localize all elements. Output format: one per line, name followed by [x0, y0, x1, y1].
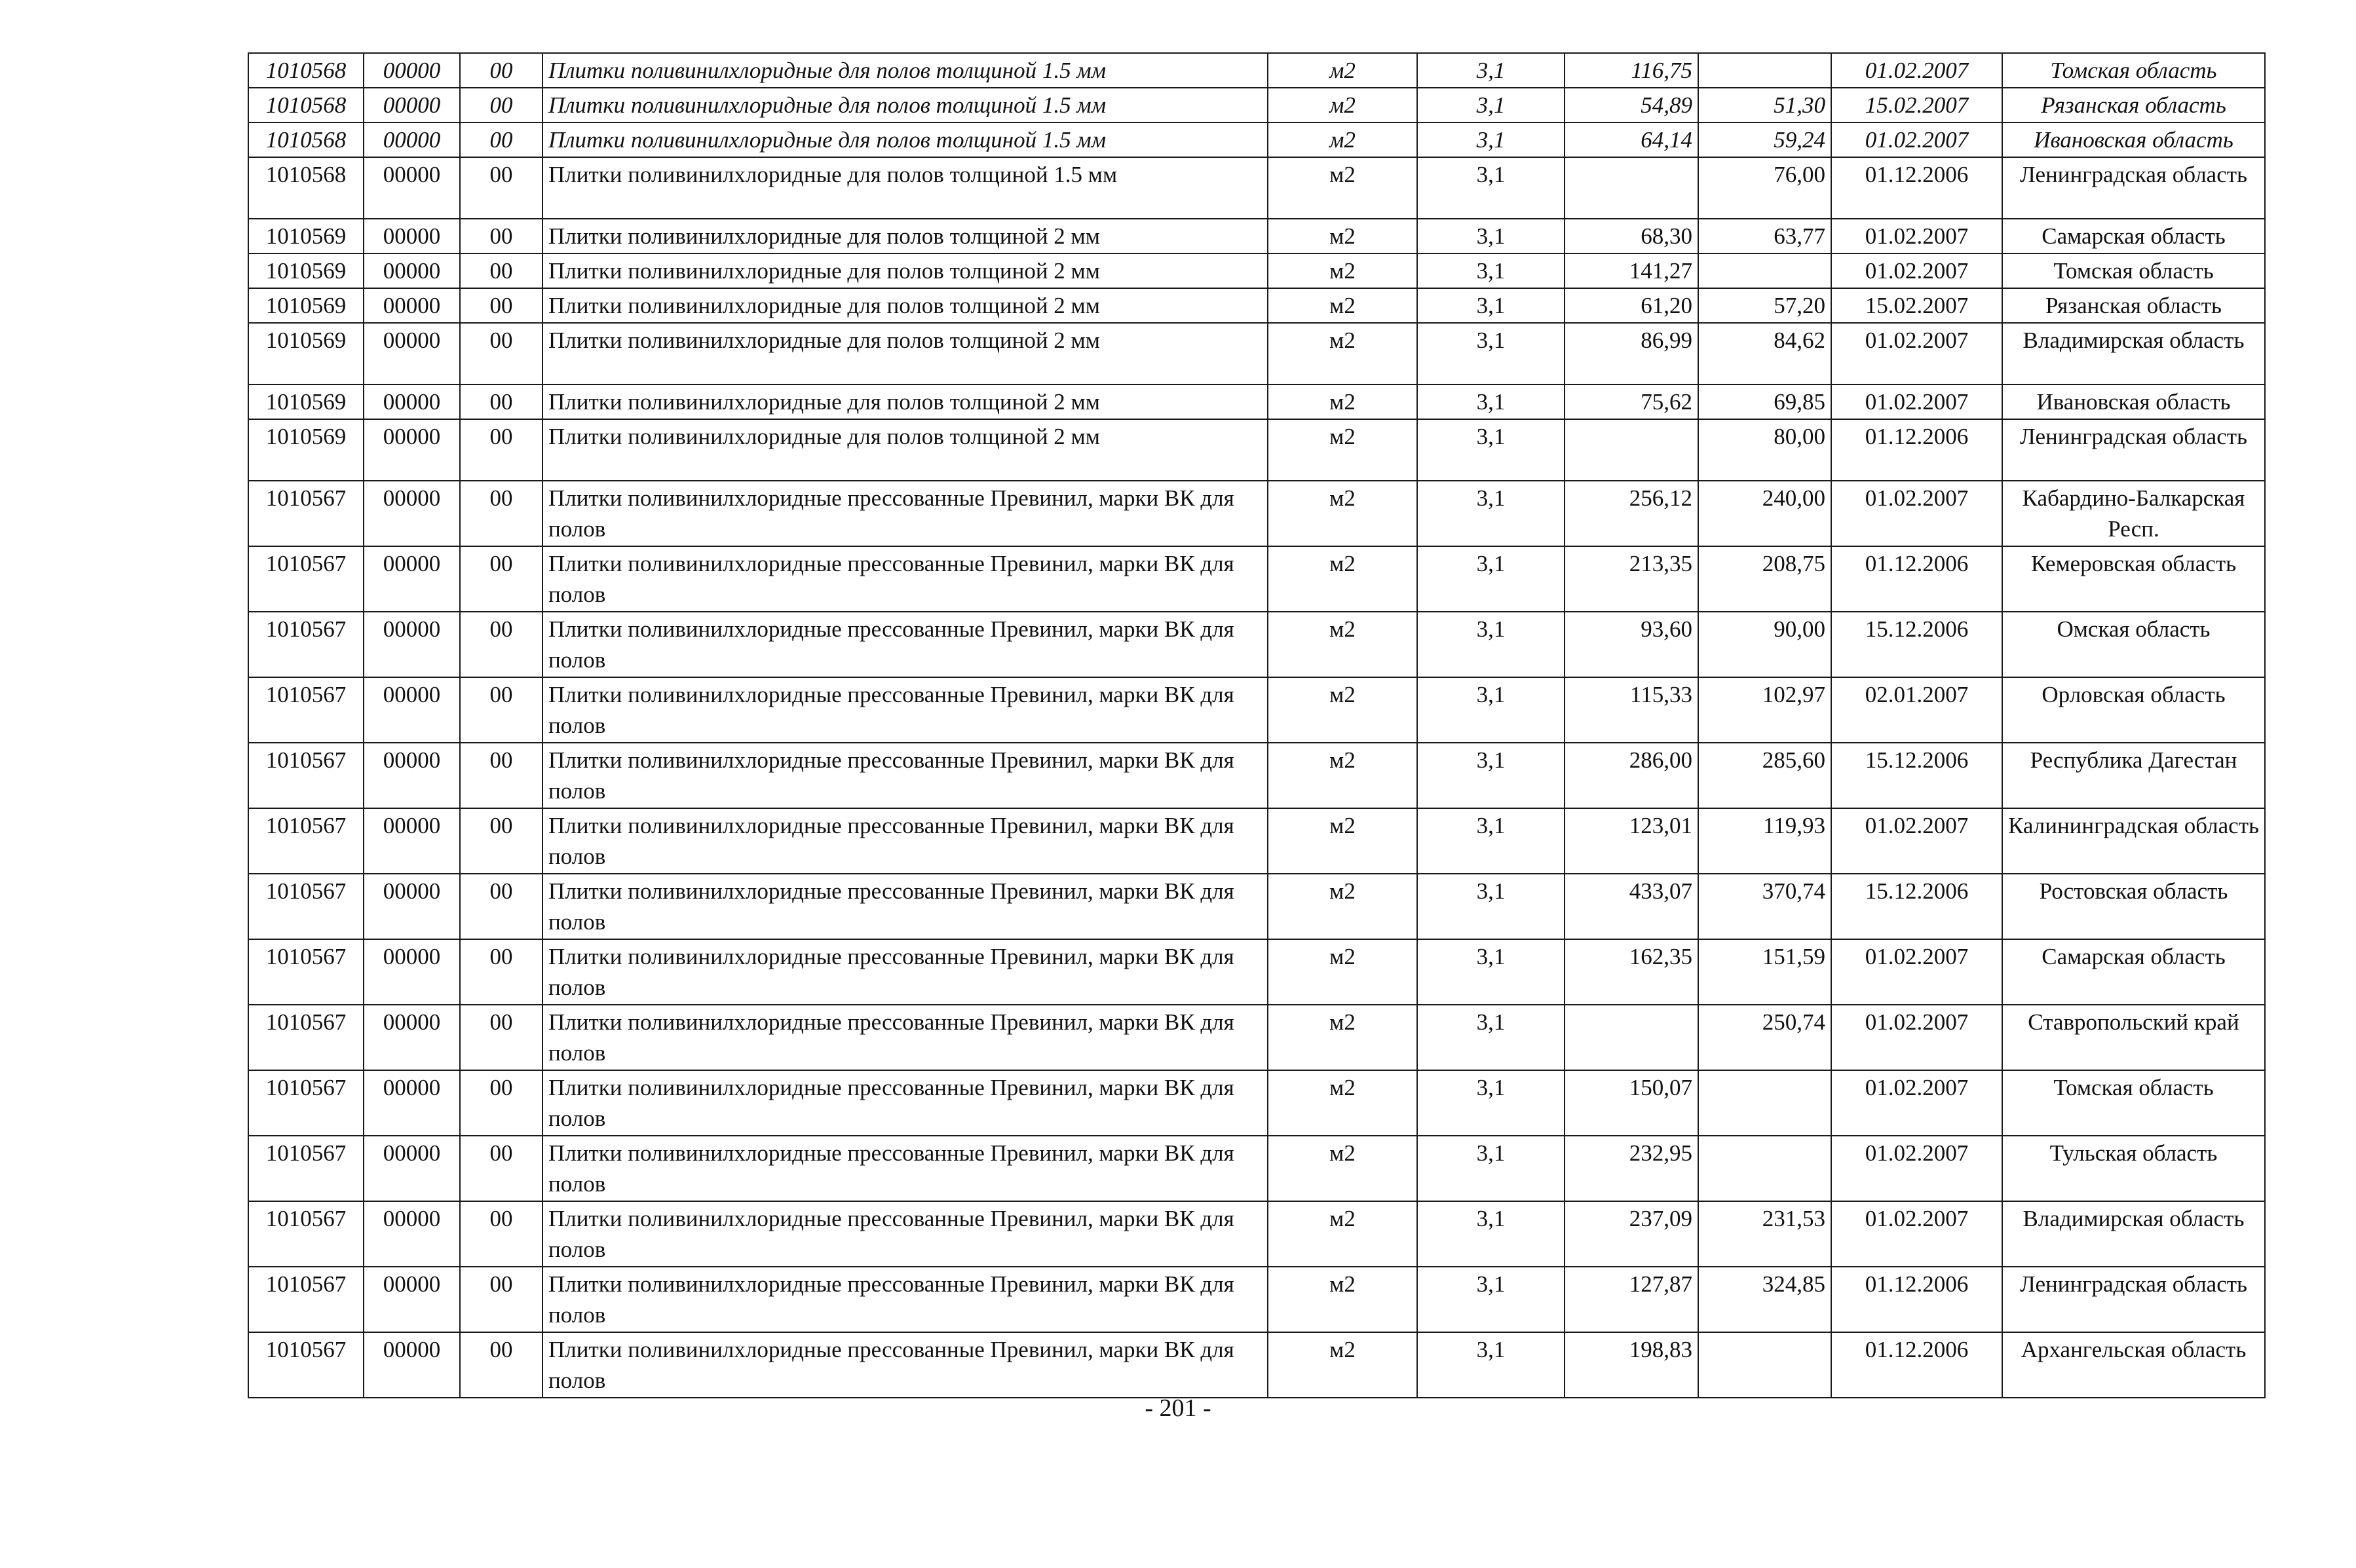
coefficient-cell: 3,1	[1417, 743, 1565, 808]
sub-code-cell: 00000	[364, 546, 460, 612]
unit-cell: м2	[1268, 546, 1417, 612]
region-cell: Самарская область	[2002, 219, 2265, 253]
item-code-cell: 1010568	[248, 122, 364, 157]
price-current-cell	[1565, 157, 1698, 219]
date-cell: 01.02.2007	[1831, 253, 2002, 288]
coefficient-cell: 3,1	[1417, 88, 1565, 122]
region-cell: Владимирская область	[2002, 323, 2265, 384]
region-cell: Орловская область	[2002, 677, 2265, 743]
kind-code-cell: 00	[460, 546, 542, 612]
coefficient-cell: 3,1	[1417, 546, 1565, 612]
price-base-cell: 59,24	[1698, 122, 1831, 157]
sub-code-cell: 00000	[364, 88, 460, 122]
table-row	[248, 874, 2265, 939]
table-row	[248, 546, 2265, 612]
item-name-cell: Плитки поливинилхлоридные прессованные Превинил, марки ВК для полов	[542, 1005, 1268, 1070]
price-current-cell: 54,89	[1565, 88, 1698, 122]
kind-code-cell: 00	[460, 88, 542, 122]
region-cell: Тульская область	[2002, 1136, 2265, 1201]
item-name-cell: Плитки поливинилхлоридные прессованные Превинил, марки ВК для полов	[542, 874, 1268, 939]
coefficient-cell: 3,1	[1417, 288, 1565, 323]
table-row	[248, 1267, 2265, 1332]
sub-code-cell: 00000	[364, 419, 460, 481]
price-base-cell: 80,00	[1698, 419, 1831, 481]
kind-code-cell: 00	[460, 808, 542, 874]
coefficient-cell: 3,1	[1417, 874, 1565, 939]
price-base-cell: 69,85	[1698, 384, 1831, 419]
item-name-cell: Плитки поливинилхлоридные прессованные Превинил, марки ВК для полов	[542, 481, 1268, 546]
item-code-cell: 1010569	[248, 219, 364, 253]
sub-code-cell: 00000	[364, 219, 460, 253]
table-row	[248, 939, 2265, 1005]
sub-code-cell: 00000	[364, 122, 460, 157]
region-cell: Томская область	[2002, 1070, 2265, 1136]
table-row	[248, 384, 2265, 419]
price-base-cell: 84,62	[1698, 323, 1831, 384]
region-cell: Архангельская область	[2002, 1332, 2265, 1398]
coefficient-cell: 3,1	[1417, 1332, 1565, 1398]
coefficient-cell: 3,1	[1417, 253, 1565, 288]
item-code-cell: 1010567	[248, 808, 364, 874]
table-row	[248, 1070, 2265, 1136]
price-current-cell: 93,60	[1565, 612, 1698, 677]
region-cell: Республика Дагестан	[2002, 743, 2265, 808]
kind-code-cell: 00	[460, 253, 542, 288]
region-cell: Ставропольский край	[2002, 1005, 2265, 1070]
price-base-cell	[1698, 253, 1831, 288]
date-cell: 01.12.2006	[1831, 546, 2002, 612]
item-code-cell: 1010569	[248, 384, 364, 419]
date-cell: 01.12.2006	[1831, 419, 2002, 481]
coefficient-cell: 3,1	[1417, 612, 1565, 677]
price-base-cell: 90,00	[1698, 612, 1831, 677]
item-code-cell: 1010567	[248, 1332, 364, 1398]
coefficient-cell: 3,1	[1417, 219, 1565, 253]
coefficient-cell: 3,1	[1417, 157, 1565, 219]
unit-cell: м2	[1268, 253, 1417, 288]
item-name-cell: Плитки поливинилхлоридные для полов толщиной 2 мм	[542, 253, 1268, 288]
price-current-cell: 237,09	[1565, 1201, 1698, 1267]
table-row	[248, 808, 2265, 874]
item-name-cell: Плитки поливинилхлоридные для полов толщиной 2 мм	[542, 384, 1268, 419]
coefficient-cell: 3,1	[1417, 1267, 1565, 1332]
table-row	[248, 1005, 2265, 1070]
unit-cell: м2	[1268, 939, 1417, 1005]
item-name-cell: Плитки поливинилхлоридные прессованные Превинил, марки ВК для полов	[542, 1201, 1268, 1267]
date-cell: 01.02.2007	[1831, 384, 2002, 419]
price-current-cell: 433,07	[1565, 874, 1698, 939]
price-base-cell: 370,74	[1698, 874, 1831, 939]
table-row	[248, 612, 2265, 677]
date-cell: 15.12.2006	[1831, 743, 2002, 808]
kind-code-cell: 00	[460, 743, 542, 808]
item-code-cell: 1010569	[248, 253, 364, 288]
kind-code-cell: 00	[460, 384, 542, 419]
unit-cell: м2	[1268, 612, 1417, 677]
region-cell: Ленинградская область	[2002, 157, 2265, 219]
date-cell: 15.02.2007	[1831, 288, 2002, 323]
table-body	[248, 53, 2265, 1398]
item-code-cell: 1010568	[248, 88, 364, 122]
unit-cell: м2	[1268, 419, 1417, 481]
coefficient-cell: 3,1	[1417, 122, 1565, 157]
date-cell: 01.02.2007	[1831, 939, 2002, 1005]
item-code-cell: 1010569	[248, 323, 364, 384]
coefficient-cell: 3,1	[1417, 1005, 1565, 1070]
date-cell: 01.02.2007	[1831, 1201, 2002, 1267]
unit-cell: м2	[1268, 157, 1417, 219]
kind-code-cell: 00	[460, 612, 542, 677]
price-current-cell: 198,83	[1565, 1332, 1698, 1398]
unit-cell: м2	[1268, 323, 1417, 384]
date-cell: 15.12.2006	[1831, 612, 2002, 677]
unit-cell: м2	[1268, 1070, 1417, 1136]
coefficient-cell: 3,1	[1417, 677, 1565, 743]
item-name-cell: Плитки поливинилхлоридные для полов толщиной 1.5 мм	[542, 157, 1268, 219]
table-row	[248, 53, 2265, 88]
item-code-cell: 1010567	[248, 677, 364, 743]
table-row	[248, 1201, 2265, 1267]
unit-cell: м2	[1268, 743, 1417, 808]
date-cell: 01.02.2007	[1831, 53, 2002, 88]
sub-code-cell: 00000	[364, 612, 460, 677]
item-name-cell: Плитки поливинилхлоридные прессованные Превинил, марки ВК для полов	[542, 677, 1268, 743]
sub-code-cell: 00000	[364, 743, 460, 808]
kind-code-cell: 00	[460, 419, 542, 481]
price-base-cell: 151,59	[1698, 939, 1831, 1005]
kind-code-cell: 00	[460, 1005, 542, 1070]
date-cell: 01.02.2007	[1831, 122, 2002, 157]
sub-code-cell: 00000	[364, 288, 460, 323]
region-cell: Омская область	[2002, 612, 2265, 677]
date-cell: 01.12.2006	[1831, 157, 2002, 219]
item-code-cell: 1010567	[248, 1201, 364, 1267]
price-current-cell: 256,12	[1565, 481, 1698, 546]
price-current-cell: 115,33	[1565, 677, 1698, 743]
item-code-cell: 1010567	[248, 1070, 364, 1136]
kind-code-cell: 00	[460, 288, 542, 323]
unit-cell: м2	[1268, 1005, 1417, 1070]
price-current-cell: 232,95	[1565, 1136, 1698, 1201]
price-current-cell: 150,07	[1565, 1070, 1698, 1136]
item-code-cell: 1010567	[248, 1005, 364, 1070]
unit-cell: м2	[1268, 1201, 1417, 1267]
date-cell: 01.02.2007	[1831, 1136, 2002, 1201]
item-name-cell: Плитки поливинилхлоридные для полов толщиной 2 мм	[542, 219, 1268, 253]
table-row	[248, 481, 2265, 546]
sub-code-cell: 00000	[364, 808, 460, 874]
item-code-cell: 1010567	[248, 743, 364, 808]
date-cell: 15.12.2006	[1831, 874, 2002, 939]
price-current-cell	[1565, 419, 1698, 481]
item-code-cell: 1010567	[248, 939, 364, 1005]
kind-code-cell: 00	[460, 1267, 542, 1332]
sub-code-cell: 00000	[364, 939, 460, 1005]
region-cell: Ленинградская область	[2002, 1267, 2265, 1332]
item-name-cell: Плитки поливинилхлоридные прессованные Превинил, марки ВК для полов	[542, 1136, 1268, 1201]
coefficient-cell: 3,1	[1417, 808, 1565, 874]
price-base-cell: 250,74	[1698, 1005, 1831, 1070]
unit-cell: м2	[1268, 874, 1417, 939]
region-cell: Томская область	[2002, 253, 2265, 288]
unit-cell: м2	[1268, 288, 1417, 323]
price-base-cell: 119,93	[1698, 808, 1831, 874]
unit-cell: м2	[1268, 1136, 1417, 1201]
table-row	[248, 122, 2265, 157]
sub-code-cell: 00000	[364, 1332, 460, 1398]
price-current-cell: 86,99	[1565, 323, 1698, 384]
item-code-cell: 1010567	[248, 874, 364, 939]
date-cell: 01.12.2006	[1831, 1332, 2002, 1398]
unit-cell: м2	[1268, 384, 1417, 419]
sub-code-cell: 00000	[364, 481, 460, 546]
region-cell: Ивановская область	[2002, 122, 2265, 157]
page-number: - 201 -	[1145, 1394, 1211, 1422]
region-cell: Рязанская область	[2002, 288, 2265, 323]
sub-code-cell: 00000	[364, 53, 460, 88]
item-name-cell: Плитки поливинилхлоридные прессованные Превинил, марки ВК для полов	[542, 546, 1268, 612]
kind-code-cell: 00	[460, 1136, 542, 1201]
table-row	[248, 219, 2265, 253]
price-base-cell: 57,20	[1698, 288, 1831, 323]
date-cell: 01.02.2007	[1831, 808, 2002, 874]
coefficient-cell: 3,1	[1417, 1070, 1565, 1136]
unit-cell: м2	[1268, 53, 1417, 88]
item-code-cell: 1010569	[248, 288, 364, 323]
coefficient-cell: 3,1	[1417, 1201, 1565, 1267]
kind-code-cell: 00	[460, 481, 542, 546]
sub-code-cell: 00000	[364, 384, 460, 419]
item-code-cell: 1010567	[248, 546, 364, 612]
region-cell: Владимирская область	[2002, 1201, 2265, 1267]
price-base-cell: 76,00	[1698, 157, 1831, 219]
price-current-cell: 141,27	[1565, 253, 1698, 288]
sub-code-cell: 00000	[364, 253, 460, 288]
price-current-cell	[1565, 1005, 1698, 1070]
price-current-cell: 286,00	[1565, 743, 1698, 808]
region-cell: Ивановская область	[2002, 384, 2265, 419]
price-current-cell: 116,75	[1565, 53, 1698, 88]
item-name-cell: Плитки поливинилхлоридные прессованные Превинил, марки ВК для полов	[542, 743, 1268, 808]
kind-code-cell: 00	[460, 323, 542, 384]
price-current-cell: 127,87	[1565, 1267, 1698, 1332]
coefficient-cell: 3,1	[1417, 384, 1565, 419]
table-row	[248, 88, 2265, 122]
price-current-cell: 61,20	[1565, 288, 1698, 323]
item-name-cell: Плитки поливинилхлоридные прессованные Превинил, марки ВК для полов	[542, 939, 1268, 1005]
region-cell: Рязанская область	[2002, 88, 2265, 122]
unit-cell: м2	[1268, 1267, 1417, 1332]
table-row	[248, 253, 2265, 288]
item-name-cell: Плитки поливинилхлоридные для полов толщиной 1.5 мм	[542, 53, 1268, 88]
region-cell: Кемеровская область	[2002, 546, 2265, 612]
item-name-cell: Плитки поливинилхлоридные прессованные Превинил, марки ВК для полов	[542, 808, 1268, 874]
item-name-cell: Плитки поливинилхлоридные прессованные Превинил, марки ВК для полов	[542, 1070, 1268, 1136]
price-base-cell: 51,30	[1698, 88, 1831, 122]
table-row	[248, 419, 2265, 481]
price-base-cell: 102,97	[1698, 677, 1831, 743]
sub-code-cell: 00000	[364, 1267, 460, 1332]
date-cell: 01.02.2007	[1831, 481, 2002, 546]
table-row	[248, 743, 2265, 808]
kind-code-cell: 00	[460, 1070, 542, 1136]
table-row	[248, 288, 2265, 323]
date-cell: 01.02.2007	[1831, 323, 2002, 384]
unit-cell: м2	[1268, 808, 1417, 874]
date-cell: 01.12.2006	[1831, 1267, 2002, 1332]
item-code-cell: 1010567	[248, 612, 364, 677]
price-base-cell: 208,75	[1698, 546, 1831, 612]
region-cell: Ленинградская область	[2002, 419, 2265, 481]
sub-code-cell: 00000	[364, 157, 460, 219]
table-row	[248, 323, 2265, 384]
sub-code-cell: 00000	[364, 874, 460, 939]
coefficient-cell: 3,1	[1417, 481, 1565, 546]
item-name-cell: Плитки поливинилхлоридные прессованные Превинил, марки ВК для полов	[542, 1332, 1268, 1398]
date-cell: 01.02.2007	[1831, 219, 2002, 253]
coefficient-cell: 3,1	[1417, 53, 1565, 88]
date-cell: 02.01.2007	[1831, 677, 2002, 743]
kind-code-cell: 00	[460, 122, 542, 157]
price-base-cell	[1698, 53, 1831, 88]
price-base-cell: 285,60	[1698, 743, 1831, 808]
kind-code-cell: 00	[460, 1332, 542, 1398]
price-current-cell: 64,14	[1565, 122, 1698, 157]
coefficient-cell: 3,1	[1417, 419, 1565, 481]
kind-code-cell: 00	[460, 53, 542, 88]
coefficient-cell: 3,1	[1417, 1136, 1565, 1201]
kind-code-cell: 00	[460, 677, 542, 743]
region-cell: Кабардино-Балкарская Респ.	[2002, 481, 2265, 546]
unit-cell: м2	[1268, 219, 1417, 253]
item-name-cell: Плитки поливинилхлоридные прессованные Превинил, марки ВК для полов	[542, 1267, 1268, 1332]
table-row	[248, 1332, 2265, 1398]
region-cell: Самарская область	[2002, 939, 2265, 1005]
item-code-cell: 1010567	[248, 1267, 364, 1332]
table-row	[248, 157, 2265, 219]
sub-code-cell: 00000	[364, 677, 460, 743]
item-code-cell: 1010567	[248, 481, 364, 546]
kind-code-cell: 00	[460, 874, 542, 939]
item-name-cell: Плитки поливинилхлоридные прессованные Превинил, марки ВК для полов	[542, 612, 1268, 677]
date-cell: 01.02.2007	[1831, 1070, 2002, 1136]
price-current-cell: 75,62	[1565, 384, 1698, 419]
table-row	[248, 1136, 2265, 1201]
coefficient-cell: 3,1	[1417, 323, 1565, 384]
item-code-cell: 1010567	[248, 1136, 364, 1201]
item-name-cell: Плитки поливинилхлоридные для полов толщиной 2 мм	[542, 323, 1268, 384]
unit-cell: м2	[1268, 677, 1417, 743]
sub-code-cell: 00000	[364, 1201, 460, 1267]
item-name-cell: Плитки поливинилхлоридные для полов толщиной 1.5 мм	[542, 122, 1268, 157]
kind-code-cell: 00	[460, 157, 542, 219]
coefficient-cell: 3,1	[1417, 939, 1565, 1005]
item-name-cell: Плитки поливинилхлоридные для полов толщиной 1.5 мм	[542, 88, 1268, 122]
item-code-cell: 1010568	[248, 53, 364, 88]
date-cell: 01.02.2007	[1831, 1005, 2002, 1070]
price-base-cell	[1698, 1070, 1831, 1136]
price-base-cell	[1698, 1332, 1831, 1398]
price-base-cell: 324,85	[1698, 1267, 1831, 1332]
region-cell: Томская область	[2002, 53, 2265, 88]
price-base-cell: 231,53	[1698, 1201, 1831, 1267]
unit-cell: м2	[1268, 122, 1417, 157]
unit-cell: м2	[1268, 481, 1417, 546]
price-current-cell: 213,35	[1565, 546, 1698, 612]
price-base-cell: 240,00	[1698, 481, 1831, 546]
price-current-cell: 123,01	[1565, 808, 1698, 874]
region-cell: Калининградская область	[2002, 808, 2265, 874]
sub-code-cell: 00000	[364, 1136, 460, 1201]
price-base-cell	[1698, 1136, 1831, 1201]
unit-cell: м2	[1268, 1332, 1417, 1398]
unit-cell: м2	[1268, 88, 1417, 122]
price-current-cell: 162,35	[1565, 939, 1698, 1005]
kind-code-cell: 00	[460, 219, 542, 253]
item-code-cell: 1010568	[248, 157, 364, 219]
region-cell: Ростовская область	[2002, 874, 2265, 939]
kind-code-cell: 00	[460, 1201, 542, 1267]
price-base-cell: 63,77	[1698, 219, 1831, 253]
sub-code-cell: 00000	[364, 1005, 460, 1070]
date-cell: 15.02.2007	[1831, 88, 2002, 122]
sub-code-cell: 00000	[364, 323, 460, 384]
item-name-cell: Плитки поливинилхлоридные для полов толщиной 2 мм	[542, 419, 1268, 481]
item-code-cell: 1010569	[248, 419, 364, 481]
price-current-cell: 68,30	[1565, 219, 1698, 253]
sub-code-cell: 00000	[364, 1070, 460, 1136]
item-name-cell: Плитки поливинилхлоридные для полов толщиной 2 мм	[542, 288, 1268, 323]
kind-code-cell: 00	[460, 939, 542, 1005]
table-row	[248, 677, 2265, 743]
price-table	[248, 52, 2266, 1398]
